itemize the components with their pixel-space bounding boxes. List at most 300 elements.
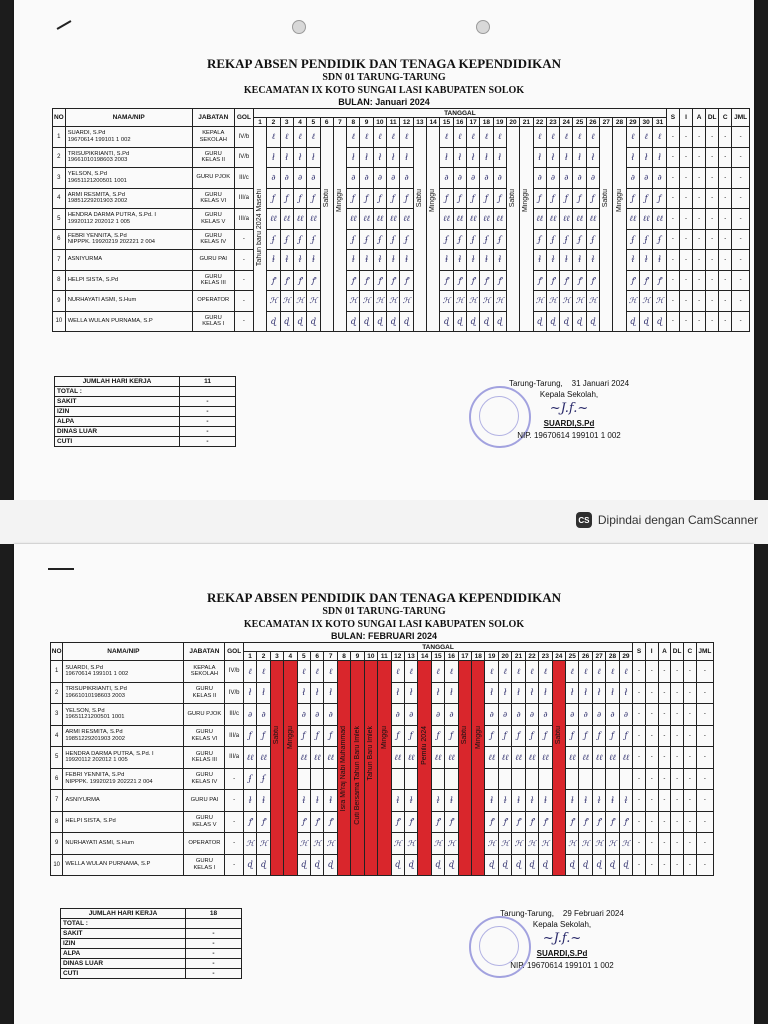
signature-cell: ∂ xyxy=(533,168,546,189)
day-number: 11 xyxy=(387,118,400,127)
summary-cell: - xyxy=(719,209,732,230)
summary-cell: - xyxy=(671,833,684,855)
signature-cell: ʄ xyxy=(653,229,667,250)
signature-cell: ɖ xyxy=(391,854,404,876)
signature-cell: ꝭ xyxy=(606,811,619,833)
signature-cell: ʄ xyxy=(586,229,599,250)
signature-cell: ℓℓ xyxy=(311,747,324,769)
signature-cell: ꝭ xyxy=(512,811,525,833)
summary-cell: - xyxy=(732,127,750,148)
summary-cell: - xyxy=(696,661,713,683)
signature-cell: ℋ xyxy=(360,291,373,312)
signature-cell: ɖ xyxy=(525,854,538,876)
signature-cell: ℓℓ xyxy=(493,209,506,230)
summary-cell: - xyxy=(658,747,671,769)
signature-cell: ł xyxy=(533,147,546,168)
signature-cell: ł xyxy=(619,682,632,704)
staff-nip: 19851229201903 2002 xyxy=(67,198,128,205)
signature-cell: ∂ xyxy=(297,704,310,726)
signature-cell: ɫ xyxy=(626,250,639,271)
sign-date: 31 Januari 2024 xyxy=(571,379,630,388)
signature-cell: ℓ xyxy=(653,127,667,148)
staff-position: GURU xyxy=(195,750,213,757)
signature-cell xyxy=(297,768,310,790)
header-c: C xyxy=(719,109,732,127)
signature-cell: ℓℓ xyxy=(347,209,360,230)
day-number: 22 xyxy=(533,118,546,127)
signature-cell: ℓ xyxy=(619,661,632,683)
signature-cell: ł xyxy=(311,682,324,704)
signature-cell: ł xyxy=(391,682,404,704)
staff-name: WELLA WULAN PURNAMA, S.P xyxy=(65,861,151,868)
staff-name: HELPI SISTA, S.Pd xyxy=(65,818,116,825)
signature-cell: ℓ xyxy=(539,661,552,683)
signature-cell: ɫ xyxy=(586,250,599,271)
off-day-cell xyxy=(552,661,565,876)
signature-cell: ʄ xyxy=(347,229,360,250)
signature-cell: ∂ xyxy=(257,704,270,726)
header-no: NO xyxy=(51,643,63,661)
signature-cell: ɫ xyxy=(311,790,324,812)
signature-cell: ɫ xyxy=(546,250,559,271)
summary-cell: - xyxy=(696,747,713,769)
signature-cell: ℋ xyxy=(293,291,306,312)
signature-cell: ∂ xyxy=(640,168,653,189)
day-number: 4 xyxy=(284,652,297,661)
day-number: 19 xyxy=(485,652,498,661)
summary-value: - xyxy=(186,939,242,949)
signature-cell: ℋ xyxy=(579,833,592,855)
signature-cell: ꝭ xyxy=(533,270,546,291)
off-day-cell xyxy=(472,661,485,876)
staff-grade: III/c xyxy=(234,168,253,189)
summary-cell: - xyxy=(693,168,706,189)
summary-cell: - xyxy=(696,854,713,876)
staff-position-cell xyxy=(184,725,225,747)
signature-cell: ꝭ xyxy=(311,811,324,833)
off-day-label: Minggu xyxy=(429,188,437,212)
handwritten-signature: ~J.f.~ xyxy=(549,401,589,417)
signature-cell: ɖ xyxy=(546,311,559,332)
signature-cell: ℋ xyxy=(606,833,619,855)
signature-cell: ℋ xyxy=(626,291,639,312)
staff-name-cell xyxy=(65,147,192,168)
staff-position: GURU xyxy=(204,273,222,280)
staff-position-cell xyxy=(192,209,234,230)
signature-cell: ℓ xyxy=(560,127,573,148)
signature-cell: ∂ xyxy=(440,168,453,189)
signature-cell: ɫ xyxy=(560,250,573,271)
staff-position-detail: SEKOLAH xyxy=(190,671,219,678)
day-number: 26 xyxy=(579,652,592,661)
signature-cell: ꝭ xyxy=(619,811,632,833)
signature-cell: ł xyxy=(324,682,337,704)
signature-cell: ℓℓ xyxy=(307,209,320,230)
day-number: 2 xyxy=(257,652,270,661)
staff-position: GURU xyxy=(195,729,213,736)
summary-cell: - xyxy=(679,127,692,148)
staff-grade: - xyxy=(234,229,253,250)
summary-cell: - xyxy=(693,311,706,332)
row-number: 8 xyxy=(51,811,63,833)
signature-cell: ł xyxy=(539,682,552,704)
signature-cell: ℋ xyxy=(466,291,479,312)
off-day-cell xyxy=(458,661,471,876)
staff-grade: - xyxy=(225,768,243,790)
staff-position-cell xyxy=(192,311,234,332)
day-number: 13 xyxy=(404,652,417,661)
signature-cell: ł xyxy=(360,147,373,168)
signature-cell: ℓℓ xyxy=(293,209,306,230)
summary-cell: - xyxy=(719,250,732,271)
summary-cell: - xyxy=(679,250,692,271)
signature-cell: ℋ xyxy=(560,291,573,312)
signature-cell: ł xyxy=(592,682,605,704)
day-number: 5 xyxy=(307,118,320,127)
signature-block xyxy=(469,378,669,441)
staff-position-detail: KELAS VI xyxy=(191,735,218,742)
summary-cell: - xyxy=(679,229,692,250)
staff-position: OPERATOR xyxy=(188,839,221,846)
staff-position-detail: KELAS I xyxy=(193,864,216,871)
day-number: 27 xyxy=(592,652,605,661)
staff-position-cell xyxy=(192,291,234,312)
signature-cell: ∂ xyxy=(480,168,493,189)
signature-cell: ∂ xyxy=(586,168,599,189)
signature-cell: ɖ xyxy=(573,311,586,332)
signature-cell: ɖ xyxy=(387,311,400,332)
signature-cell: ℓℓ xyxy=(498,747,511,769)
summary-cell: - xyxy=(706,188,719,209)
signature-cell: ℓℓ xyxy=(297,747,310,769)
signature-cell: ℓ xyxy=(546,127,559,148)
staff-position-cell xyxy=(184,768,225,790)
table-row xyxy=(53,250,750,271)
row-number: 8 xyxy=(53,270,66,291)
signature-cell: ℓ xyxy=(566,661,579,683)
sign-place: Tarung-Tarung, xyxy=(500,909,554,918)
off-day-cell xyxy=(337,661,350,876)
summary-label: ALPA xyxy=(55,417,180,427)
signature-cell: ɖ xyxy=(566,854,579,876)
signature-cell: ł xyxy=(573,147,586,168)
summary-cell: - xyxy=(666,209,679,230)
signature-cell: ℓℓ xyxy=(466,209,479,230)
signature-cell: ƒ xyxy=(640,188,653,209)
staff-grade: - xyxy=(225,811,243,833)
working-days-value: 11 xyxy=(180,377,236,387)
signature-cell: ℓ xyxy=(445,661,458,683)
signature-cell: ʄ xyxy=(360,229,373,250)
summary-cell: - xyxy=(706,250,719,271)
summary-cell: - xyxy=(666,311,679,332)
signature-cell: ɖ xyxy=(347,311,360,332)
summary-cell: - xyxy=(683,833,696,855)
signature-cell: ɫ xyxy=(293,250,306,271)
signature-cell: ∂ xyxy=(453,168,466,189)
signature-cell: ʄ xyxy=(373,229,386,250)
signature-cell: ℋ xyxy=(431,833,444,855)
signature-cell: ƒ xyxy=(297,725,310,747)
summary-cell: - xyxy=(645,768,658,790)
summary-value: - xyxy=(180,397,236,407)
row-number: 5 xyxy=(51,747,63,769)
signature-cell: ɖ xyxy=(619,854,632,876)
sign-date: 29 Februari 2024 xyxy=(562,909,624,918)
signature-cell: ℓ xyxy=(293,127,306,148)
summary-cell: - xyxy=(683,661,696,683)
signature-cell: ł xyxy=(498,682,511,704)
signature-cell: ∂ xyxy=(573,168,586,189)
signature-cell: ƒ xyxy=(453,188,466,209)
signature-cell: ƒ xyxy=(307,188,320,209)
staff-grade: IV/b xyxy=(234,147,253,168)
summary-cell: - xyxy=(633,790,646,812)
staff-position-cell xyxy=(184,747,225,769)
summary-cell: - xyxy=(696,833,713,855)
signature-cell: ℓℓ xyxy=(404,747,417,769)
district-name: KECAMATAN IX KOTO SUNGAI LASI KABUPATEN SOLOK xyxy=(243,84,525,96)
staff-grade: III/a xyxy=(234,188,253,209)
signature-cell: ℓ xyxy=(480,127,493,148)
signature-cell: ∂ xyxy=(493,168,506,189)
signature-cell: ʄ xyxy=(560,229,573,250)
signature-cell: ꝭ xyxy=(626,270,639,291)
staff-position-detail: SEKOLAH xyxy=(199,136,227,143)
signature-cell: ɫ xyxy=(606,790,619,812)
table-row xyxy=(53,127,750,148)
row-number: 7 xyxy=(51,790,63,812)
signature-cell: ℓ xyxy=(606,661,619,683)
staff-position-detail: KELAS II xyxy=(192,692,217,699)
signature-cell: ɫ xyxy=(347,250,360,271)
summary-cell: - xyxy=(666,188,679,209)
signature-cell: ƒ xyxy=(400,188,413,209)
staff-grade: IV/b xyxy=(225,661,243,683)
summary-cell: - xyxy=(645,854,658,876)
signature-cell: ℓ xyxy=(573,127,586,148)
attendance-sheet-february xyxy=(14,544,754,1024)
signature-cell: ɫ xyxy=(640,250,653,271)
table-row xyxy=(53,229,750,250)
summary-cell: - xyxy=(633,854,646,876)
summary-cell: - xyxy=(645,790,658,812)
staff-nip: 19920112 202012 1 005 xyxy=(65,757,128,764)
signature-cell: ꝭ xyxy=(546,270,559,291)
signature-cell: ℓ xyxy=(512,661,525,683)
signature-cell: ꝭ xyxy=(586,270,599,291)
signature-cell: ꝭ xyxy=(297,811,310,833)
signature-cell: ɫ xyxy=(243,790,256,812)
staff-position-cell xyxy=(192,250,234,271)
signature-cell: ł xyxy=(293,147,306,168)
summary-cell: - xyxy=(645,747,658,769)
signer-nip: NIP. 19670614 199101 1 002 xyxy=(510,960,614,970)
signature-cell: ℋ xyxy=(485,833,498,855)
signature-cell: ƒ xyxy=(480,188,493,209)
signature-cell: ∂ xyxy=(243,704,256,726)
signature-cell: ꝭ xyxy=(566,811,579,833)
working-days-label: JUMLAH HARI KERJA xyxy=(61,909,186,919)
signature-cell: ƒ xyxy=(324,725,337,747)
staff-position-detail: KELAS IV xyxy=(200,239,227,246)
signature-cell: ∂ xyxy=(400,168,413,189)
summary-cell: - xyxy=(671,811,684,833)
signature-cell: ℓℓ xyxy=(360,209,373,230)
signature-cell: ℓℓ xyxy=(539,747,552,769)
punch-hole xyxy=(476,20,490,34)
off-day-label: Sabtu xyxy=(461,725,469,744)
staff-grade: - xyxy=(234,250,253,271)
signature-cell: ∂ xyxy=(525,704,538,726)
attendance-sheet-january xyxy=(14,0,754,500)
signature-cell: ʄ xyxy=(626,229,639,250)
summary-cell: - xyxy=(658,661,671,683)
signature-cell: ɖ xyxy=(493,311,506,332)
summary-cell: - xyxy=(732,250,750,271)
table-row xyxy=(53,291,750,312)
day-number: 14 xyxy=(427,118,440,127)
staff-grade: III/c xyxy=(225,704,243,726)
signer-name: SUARDI,S.Pd xyxy=(543,419,595,429)
signature-cell: ꝭ xyxy=(466,270,479,291)
signature-cell: ℋ xyxy=(493,291,506,312)
staff-position-detail: KELAS V xyxy=(201,218,226,225)
signature-cell: ℓℓ xyxy=(653,209,667,230)
staff-name: YELSON, S.Pd xyxy=(65,707,105,714)
off-day-label: Tahun Baru Imlek xyxy=(367,725,375,780)
staff-name-cell xyxy=(65,188,192,209)
signature-cell: ʄ xyxy=(440,229,453,250)
off-day-label: Sabtu xyxy=(415,188,423,207)
staff-name-cell xyxy=(63,747,184,769)
signature-cell: ꝭ xyxy=(560,270,573,291)
staff-position: GURU PAI xyxy=(190,796,219,803)
day-number: 27 xyxy=(600,118,613,127)
summary-cell: - xyxy=(679,147,692,168)
document-title: REKAP ABSEN PENDIDIK DAN TENAGA KEPENDIDIKAN xyxy=(206,56,562,71)
summary-cell: - xyxy=(633,747,646,769)
day-number: 16 xyxy=(445,652,458,661)
signature-cell: ℓ xyxy=(360,127,373,148)
day-number: 16 xyxy=(453,118,466,127)
staff-name-cell xyxy=(63,704,184,726)
signature-cell: ∂ xyxy=(653,168,667,189)
signature-cell: ɫ xyxy=(440,250,453,271)
signature-cell: ƒ xyxy=(404,725,417,747)
summary-cell: - xyxy=(719,188,732,209)
signature-cell: ℓ xyxy=(267,127,280,148)
day-number: 12 xyxy=(400,118,413,127)
staff-position-detail: KELAS III xyxy=(200,280,226,287)
signature-cell: ƒ xyxy=(311,725,324,747)
summary-cell: - xyxy=(645,661,658,683)
signature-cell: ℋ xyxy=(453,291,466,312)
header-a: A xyxy=(693,109,706,127)
signature-cell: ɫ xyxy=(445,790,458,812)
signature-cell: ℋ xyxy=(619,833,632,855)
working-days-label: JUMLAH HARI KERJA xyxy=(55,377,180,387)
signature-cell: ∂ xyxy=(512,704,525,726)
signature-cell: ɖ xyxy=(297,854,310,876)
summary-cell: - xyxy=(732,209,750,230)
staff-name-cell xyxy=(65,250,192,271)
summary-cell: - xyxy=(706,270,719,291)
signature-cell: ʄ xyxy=(387,229,400,250)
header-a: A xyxy=(658,643,671,661)
signature-cell: ɖ xyxy=(512,854,525,876)
signature-cell: ∂ xyxy=(280,168,293,189)
signature-cell: ɫ xyxy=(400,250,413,271)
signature-cell: ƒ xyxy=(493,188,506,209)
off-day-label: Sabtu xyxy=(322,188,330,207)
signature-cell: ɫ xyxy=(653,250,667,271)
signature-cell: ℋ xyxy=(586,291,599,312)
signature-cell: ꝭ xyxy=(293,270,306,291)
summary-label: CUTI xyxy=(61,969,186,979)
signature-cell: ł xyxy=(586,147,599,168)
row-number: 3 xyxy=(53,168,66,189)
signature-cell: ꝭ xyxy=(400,270,413,291)
signature-cell: ʄ xyxy=(546,229,559,250)
signature-cell: ℓℓ xyxy=(280,209,293,230)
summary-cell: - xyxy=(719,311,732,332)
signature-cell: ꝭ xyxy=(267,270,280,291)
signature-cell: ℋ xyxy=(525,833,538,855)
day-number: 15 xyxy=(440,118,453,127)
staff-position-detail: KELAS V xyxy=(192,821,217,828)
signature-cell: ℓ xyxy=(440,127,453,148)
signature-cell: ɫ xyxy=(480,250,493,271)
day-number: 28 xyxy=(613,118,626,127)
summary-cell: - xyxy=(732,270,750,291)
signature-cell: ɫ xyxy=(579,790,592,812)
staff-position: GURU PAI xyxy=(199,256,228,263)
summary-cell: - xyxy=(683,854,696,876)
staff-name-cell xyxy=(65,168,192,189)
staff-name: NURHAYATI ASMI, S.Hum xyxy=(65,839,134,846)
signature-cell: ɖ xyxy=(539,854,552,876)
off-day-cell xyxy=(364,661,377,876)
day-number: 19 xyxy=(493,118,506,127)
off-day-label: Cuti Bersama Tahun Baru Imlek xyxy=(353,725,361,825)
signature-cell: ɖ xyxy=(307,311,320,332)
signature-cell: ʄ xyxy=(293,229,306,250)
staff-name-cell xyxy=(63,854,184,876)
summary-cell: - xyxy=(666,250,679,271)
signature-cell: ꝭ xyxy=(480,270,493,291)
summary-cell: - xyxy=(633,768,646,790)
off-day-cell xyxy=(351,661,364,876)
day-number: 8 xyxy=(347,118,360,127)
signature-cell xyxy=(311,768,324,790)
signature-cell: ℓℓ xyxy=(324,747,337,769)
day-number: 29 xyxy=(626,118,639,127)
staff-grade: - xyxy=(225,790,243,812)
summary-label: SAKIT xyxy=(61,929,186,939)
signature-cell xyxy=(566,768,579,790)
off-day-label: Isra Mi'raj Nabi Muhammad xyxy=(340,725,348,811)
summary-value: - xyxy=(186,959,242,969)
handwritten-signature: ~J.f.~ xyxy=(542,931,582,947)
signature-cell: ł xyxy=(512,682,525,704)
signature-cell xyxy=(445,768,458,790)
signature-cell: ɖ xyxy=(653,311,667,332)
staff-name-cell xyxy=(63,725,184,747)
signature-cell: ł xyxy=(440,147,453,168)
header-nama: NAMA/NIP xyxy=(63,643,184,661)
staff-position-cell xyxy=(184,790,225,812)
